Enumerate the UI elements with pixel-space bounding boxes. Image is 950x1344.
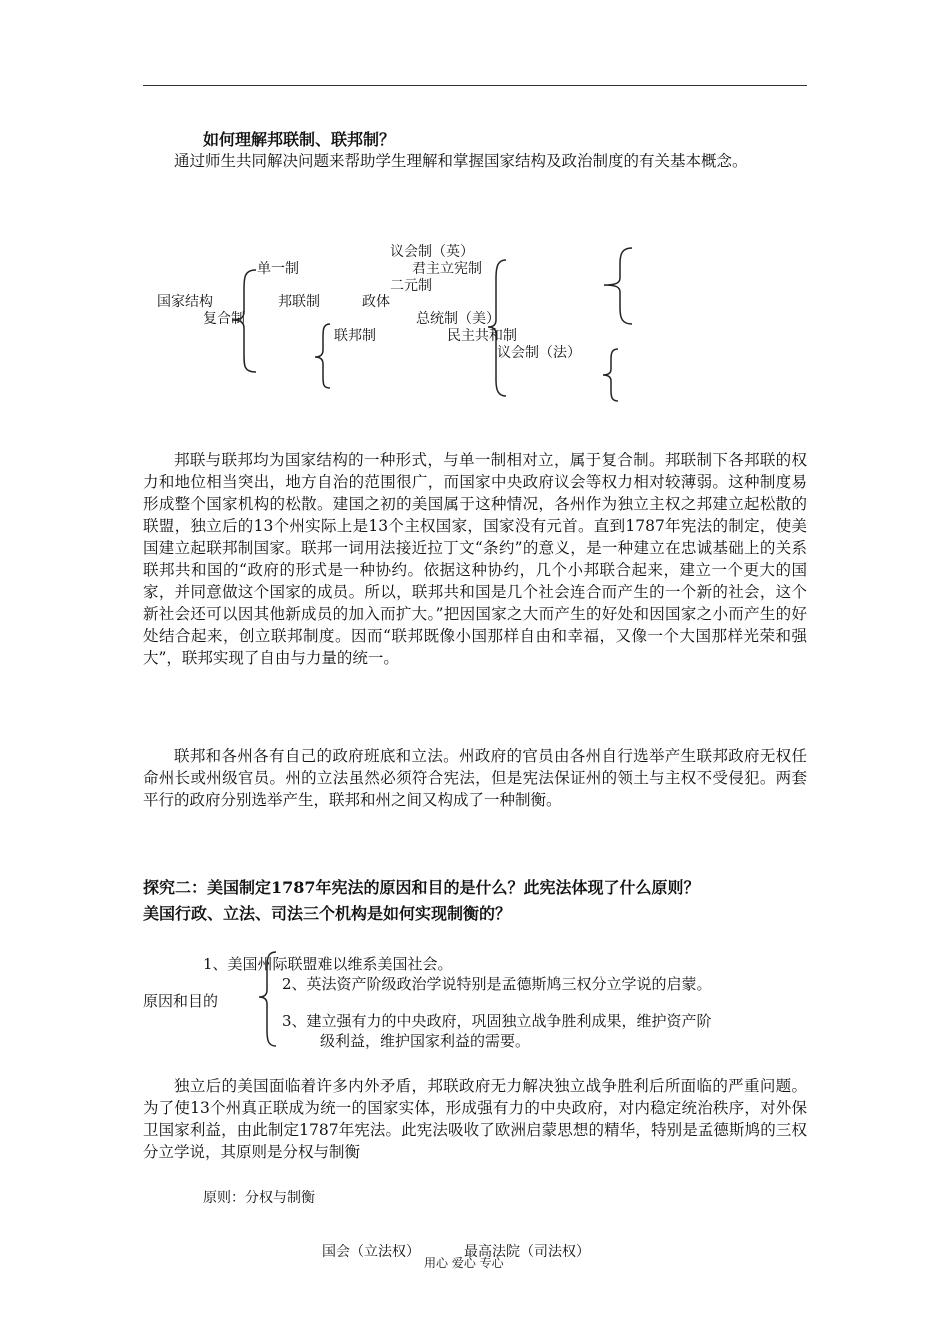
section-heading-federalism: 如何理解邦联制、联邦制？ [203,130,396,149]
paragraph-constitution-1787: 独立后的美国面临着许多内外矛盾，邦联政府无力解决独立战争胜利后所面临的严重问题。为了使13个州真正联成为统一的国家实体，形成强有力的中央政府，对内稳定统治秩序，对外保卫国家利益，由此制定1787年宪法。此宪法吸收了欧洲启蒙思想的精华，特别是孟德斯鸠的三权分立学说，其原则是分权与制衡 [143,1077,807,1161]
paragraph-state-government: 联邦和各州各有自己的政府班底和立法。州政府的官员由各州自行选举产生联邦政府无权任命州长或州级官员。州的立法虽然必须符合宪法，但是宪法保证州的领土与主权不受侵犯。两套平行的政府分别选举产生，联邦和州之间又构成了一种制衡。 [143,747,807,809]
diagram-label-dual-system: 二元制 [390,278,432,294]
diagram-label-state-structure: 国家结构 [157,294,213,310]
diagram-label-presidential-us: 总统制（美） [416,311,500,327]
footer-supreme-court: 最高法院（司法权） [464,1244,590,1260]
reason-item-1: 1、美国州际联盟难以维系美国社会。 [203,955,453,973]
brace-democratic-republic [600,347,620,403]
reason-item-3: 3、建立强有力的中央政府，巩固独立战争胜利成果，维护资产阶 [282,1012,712,1030]
brace-polity [484,258,508,398]
header-rule [143,85,807,86]
diagram-label-parliamentary-uk: 议会制（英） [390,244,474,260]
footer-congress: 国会（立法权） [322,1244,420,1260]
reasons-label: 原因和目的 [143,992,219,1010]
diagram-label-polity: 政体 [362,294,390,310]
diagram-label-federation: 联邦制 [334,328,376,344]
diagram-label-democratic-republic: 民主共和制 [447,328,517,344]
section-heading-inquiry-two: 探究二：美国制定1787年宪法的原因和目的是什么？此宪法体现了什么原则？ 美国行政、立法、司法三个机构是如何实现制衡的？ [143,878,700,923]
diagram-label-compound: 复合制 [203,311,245,327]
footer-motto: 用心 爱心 专心 [424,1256,504,1270]
diagram-label-parliamentary-fr: 议会制（法） [497,345,581,361]
diagram-label-confederation: 邦联制 [278,294,320,310]
principle-label: 原则：分权与制衡 [203,1190,315,1206]
brace-state-structure [228,268,258,378]
diagram-label-unitary: 单一制 [257,261,299,277]
reason-item-3-continued: 级利益，维护国家利益的需要。 [320,1032,531,1050]
reason-item-2: 2、英法资产阶级政治学说特别是孟德斯鸠三权分立学说的启蒙。 [282,975,712,993]
diagram-label-constitutional-monarchy: 君主立宪制 [412,261,482,277]
brace-constitutional-monarchy [600,246,634,326]
paragraph-confederation-federation: 邦联与联邦均为国家结构的一种形式，与单一制相对立，属于复合制。邦联制下各邦联的权力和地位相当突出，地方自治的范围很广，而国家中央政府议会等权力相对较薄弱。这种制度易形成整个国家机构的松散。建国之初的美国属于这种情况，各州作为独立主权之邦建立起松散的联盟，独立后的13个州实际上是13个主权国家，国家没有元首。直到1787年宪法的制定，使美国建立起联邦制国家。联邦一词用法接近拉丁文“条约”的意义，是一种建立在忠诚基础上的关系联邦共和国的“政府的形式是一种协约。依据这种协约，几个小邦联合起来，建立一个更大的国家，并同意做这个国家的成员。所以，联邦共和国是几个社会连合而产生的一个新的社会，这个新社会还可以因其他新成员的加入而扩大。”把因国家之大而产生的好处和因国家之小而产生的好处结合起来，创立联邦制度。因而“联邦既像小国那样自由和幸福，又像一个大国那样光荣和强大”，联邦实现了自由与力量的统一。 [143,451,807,667]
intro-paragraph: 通过师生共同解决问题来帮助学生理解和掌握国家结构及政治制度的有关基本概念。 [174,152,748,170]
brace-compound [312,322,332,392]
